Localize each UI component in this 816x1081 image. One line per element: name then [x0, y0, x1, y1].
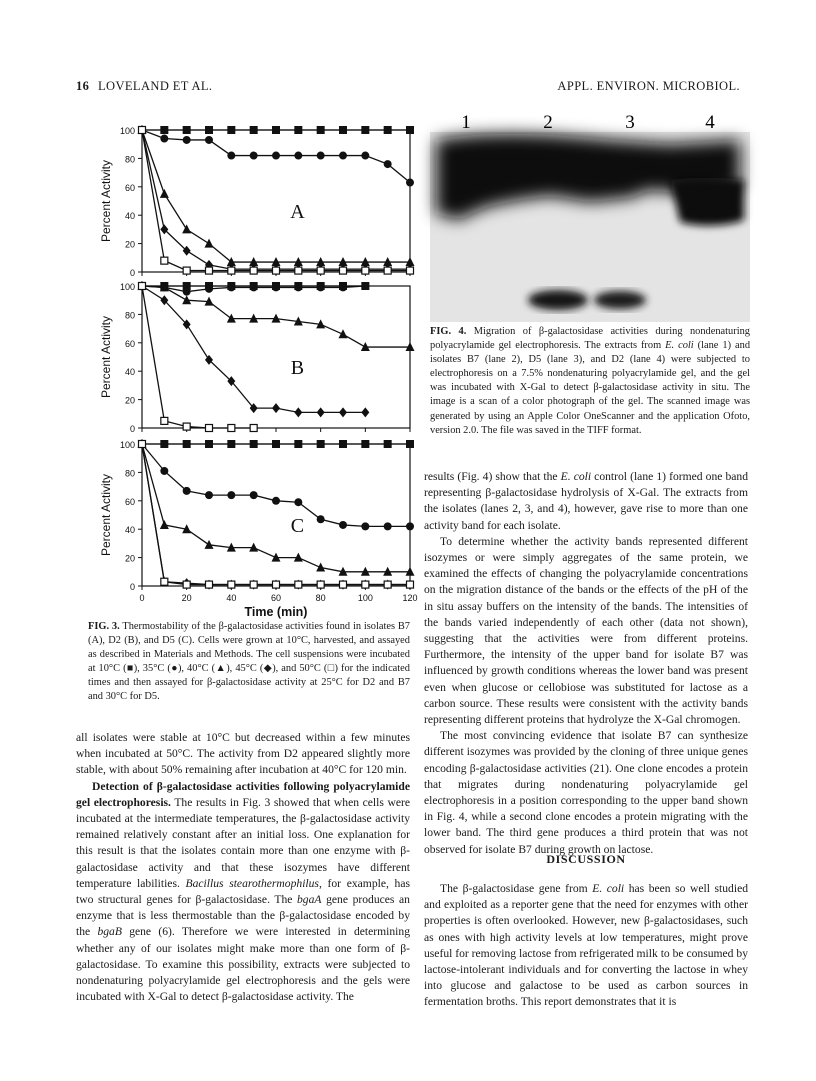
- data-point-square: [160, 440, 168, 448]
- text-run: results (Fig. 4) show that the: [424, 470, 561, 483]
- data-point-circle: [250, 152, 258, 160]
- data-point-circle: [384, 160, 392, 168]
- y-axis-label: Percent Activity: [99, 159, 113, 243]
- paragraph: The most convincing evidence that isolate B7 can synthesize different isozymes was provided by the cloning of three unique genes encoding β-galactosidase activities (21). One clone encodes a protein that migrates during nondenaturing polyacrylamide gel electrophoresis in a position corresponding to the upper band shown in Fig. 4, while a second clone encodes a protein migrating with the lower band. The third gene produces a third protein that was not observed for isolate B7 during growth on lactose.: [424, 729, 748, 856]
- data-point-triangle: [160, 520, 169, 529]
- paragraph: [424, 469, 748, 534]
- y-tick-label: 80: [124, 154, 135, 165]
- plot-frame: [142, 444, 410, 586]
- y-tick-label: 0: [129, 424, 135, 434]
- data-point-circle: [227, 152, 235, 160]
- data-point-diamond: [294, 407, 302, 417]
- series-line: [142, 444, 410, 526]
- data-point-square: [406, 440, 414, 448]
- right-column-text: [424, 469, 748, 858]
- panel-label: B: [290, 357, 305, 380]
- text-run: bgaA: [297, 893, 322, 907]
- x-tick-label: 40: [226, 593, 237, 603]
- data-point-circle: [339, 152, 347, 160]
- data-point-open-square: [362, 267, 369, 274]
- lane-label: 3: [625, 112, 635, 133]
- text-run: E. coli: [560, 470, 592, 483]
- data-point-open-square: [206, 267, 213, 274]
- data-point-square: [183, 126, 191, 134]
- x-axis-label: Time (min): [244, 605, 308, 619]
- data-point-circle: [317, 152, 325, 160]
- lane-label: 1: [461, 112, 471, 133]
- data-point-open-square: [183, 423, 190, 430]
- paragraph: [424, 881, 748, 1011]
- left-column-text: [76, 730, 410, 1005]
- text-run: , for example, has two structural genes for β-galactosidase. The: [76, 876, 411, 907]
- data-point-square: [294, 126, 302, 134]
- data-point-circle: [361, 522, 369, 530]
- lane-2-lower-band: [528, 290, 588, 310]
- data-point-open-square: [250, 267, 257, 274]
- gel-image: [430, 110, 750, 322]
- data-point-open-square: [362, 581, 369, 588]
- data-point-circle: [317, 515, 325, 523]
- data-point-circle: [294, 498, 302, 506]
- y-tick-label: 100: [119, 126, 135, 136]
- panel-label: C: [290, 515, 305, 538]
- data-point-triangle: [205, 540, 214, 549]
- x-tick-label: 80: [315, 593, 326, 603]
- data-point-circle: [272, 497, 280, 505]
- paragraph: all isolates were stable at 10°C but decreased within a few minutes when incubated at 50°C. The activity from D2 appeared slightly more stable, with about 50% remaining after incubation at 40°C for 120 min.: [76, 731, 410, 777]
- series-line: [142, 444, 410, 585]
- y-tick-label: 80: [124, 310, 135, 321]
- data-point-circle: [361, 282, 369, 290]
- x-tick-label: 60: [270, 593, 282, 603]
- text-run: Migration of β-galactosidase activities during nondenaturing polyacrylamide gel electrophoresis. The extracts from: [430, 326, 750, 352]
- text-run: E. coli: [592, 882, 625, 895]
- data-point-circle: [272, 152, 280, 160]
- data-point-circle: [317, 283, 325, 291]
- y-tick-label: 40: [124, 367, 135, 378]
- y-tick-label: 60: [124, 496, 135, 507]
- data-point-square: [250, 440, 258, 448]
- data-point-circle: [183, 487, 191, 495]
- data-point-open-square: [295, 581, 302, 588]
- data-point-circle: [183, 288, 191, 296]
- data-point-square: [361, 126, 369, 134]
- data-point-square: [339, 126, 347, 134]
- x-tick-label: 120: [402, 593, 418, 603]
- data-point-open-square: [139, 127, 146, 134]
- discussion-heading: DISCUSSION: [546, 852, 626, 866]
- data-point-open-square: [183, 267, 190, 274]
- x-tick-label: 20: [181, 593, 192, 603]
- text-run: (lane 1) and isolates B7 (lane 2), D5 (lane 3), and D2 (lane 4) were subjected to electrophoresis on a 7.5% nondenaturing polyacrylamide gel, and the gel was incubated with X-Gal to detect β-galactosidase activity in situ. The image is a scan of a color photograph of the gel. The scanned image was generated by using an Apple Color OneScanner and the application Ofoto, version 2.0. The file was saved in the TIFF format.: [430, 340, 751, 436]
- figure-3-caption: [88, 620, 410, 705]
- data-point-square: [205, 126, 213, 134]
- data-point-open-square: [161, 257, 168, 264]
- data-point-open-square: [206, 425, 213, 432]
- data-point-diamond: [272, 403, 280, 413]
- section-heading: Detection of β-galactosidase activities following polyacrylamide gel electrophoresis.: [76, 779, 410, 809]
- running-header: [76, 79, 740, 97]
- series-line: [142, 286, 365, 412]
- data-point-circle: [250, 491, 258, 499]
- figure-3-chart: [88, 118, 418, 619]
- series-line: [142, 130, 410, 262]
- data-point-open-square: [206, 581, 213, 588]
- plot-frame: [142, 130, 410, 272]
- data-point-open-square: [340, 267, 347, 274]
- y-tick-label: 20: [124, 239, 135, 250]
- data-point-circle: [339, 521, 347, 529]
- data-point-square: [361, 440, 369, 448]
- data-point-open-square: [183, 581, 190, 588]
- data-point-open-square: [384, 267, 391, 274]
- data-point-circle: [250, 283, 258, 291]
- data-point-open-square: [273, 267, 280, 274]
- data-point-square: [227, 126, 235, 134]
- y-tick-label: 20: [124, 553, 135, 564]
- data-point-open-square: [161, 417, 168, 424]
- data-point-open-square: [250, 581, 257, 588]
- text-run: The β-galactosidase gene from: [440, 882, 593, 895]
- lane-label: 2: [543, 112, 553, 133]
- data-point-open-square: [139, 441, 146, 448]
- data-point-circle: [384, 522, 392, 530]
- y-tick-label: 20: [124, 395, 135, 406]
- data-point-triangle: [339, 329, 348, 338]
- data-point-open-square: [340, 581, 347, 588]
- data-point-square: [294, 440, 302, 448]
- data-point-open-square: [228, 425, 235, 432]
- data-point-square: [317, 440, 325, 448]
- data-point-circle: [160, 135, 168, 143]
- lane-3-lower-band: [594, 291, 646, 309]
- data-point-open-square: [407, 267, 414, 274]
- caption-label: FIG. 3.: [88, 621, 120, 632]
- data-point-square: [227, 440, 235, 448]
- data-point-square: [317, 126, 325, 134]
- data-point-circle: [227, 491, 235, 499]
- data-point-diamond: [317, 407, 325, 417]
- text-run: The results in Fig. 3 showed that when cells were incubated at the intermediate temperatures, the β-galactosidase activity remained relatively constant after an initial loss. One explanation for this result is that the isolates contain more than one enzyme with β-galactosidase activity and that these isozymes have different temperature labilities.: [76, 795, 411, 890]
- paragraph: To determine whether the activity bands represented different isozymes or were simply aggregates of the same protein, we examined the effects of changing the polyacrylamide concentrations on the migration distance of the bands or the effects of the pH of the in situ assay buffers on the intensity of the bands. The intensities of the bands varied independently of each other (data not shown), suggesting that the activities were from different proteins. Furthermore, the intensity of the upper band for isolate B7 was influenced by growth conditions whereas the lower band was present even when glucose or cellobiose was substituted for lactose as a carbon source. These results were consistent with the activity bands representing different proteins that hydrolyze the X-Gal chromogen.: [424, 534, 748, 727]
- data-point-circle: [160, 467, 168, 475]
- data-point-open-square: [317, 581, 324, 588]
- data-point-open-square: [228, 581, 235, 588]
- data-point-open-square: [407, 581, 414, 588]
- panel-label: A: [290, 201, 305, 224]
- text-run: has been so well studied and exploited as a reporter gene that the need for enzymes with other properties is often overlooked. However, new β-galactosidases, such as ones with high activity levels at low temperatures, might prove useful for removing lactose from refrigerated milk to be consumed by lactose-intolerant individuals and for converting the lactose in whey into glucose and galactose to be used as carbon sources in fermentation broths. This report demonstrates that it is: [424, 882, 749, 1009]
- data-point-square: [205, 440, 213, 448]
- data-point-square: [160, 126, 168, 134]
- text-run: gene produces an enzyme that is less thermostable than the β-galactosidase encoded by the: [76, 893, 410, 939]
- series-line: [142, 130, 410, 271]
- data-point-circle: [205, 136, 213, 144]
- data-point-open-square: [273, 581, 280, 588]
- data-point-diamond: [361, 407, 369, 417]
- data-point-square: [384, 126, 392, 134]
- data-point-square: [183, 440, 191, 448]
- data-point-open-square: [139, 283, 146, 290]
- y-tick-label: 0: [129, 268, 135, 278]
- data-point-circle: [406, 179, 414, 187]
- series-line: [142, 444, 410, 585]
- data-point-square: [272, 126, 280, 134]
- y-tick-label: 40: [124, 211, 135, 222]
- data-point-open-square: [295, 267, 302, 274]
- y-tick-label: 40: [124, 525, 135, 536]
- data-point-circle: [205, 491, 213, 499]
- figure-3: [88, 118, 418, 619]
- data-point-circle: [205, 285, 213, 293]
- paragraph: [76, 779, 410, 1006]
- data-point-open-square: [161, 578, 168, 585]
- text-run: bgaB: [97, 925, 122, 939]
- text-run: control (lane 1) formed one band representing β-galactosidase hydrolysis of X-Gal. The extracts from the isolates (lanes 2, 3, and 4), however, gave rise to more than one activity band for each isolate.: [424, 470, 748, 532]
- data-point-triangle: [160, 189, 169, 198]
- data-point-open-square: [250, 425, 257, 432]
- data-point-square: [384, 440, 392, 448]
- data-point-circle: [406, 522, 414, 530]
- data-point-circle: [272, 283, 280, 291]
- figure-4-caption: [430, 325, 750, 438]
- y-axis-label: Percent Activity: [99, 473, 113, 557]
- data-point-square: [406, 126, 414, 134]
- data-point-open-square: [384, 581, 391, 588]
- data-point-circle: [227, 283, 235, 291]
- caption-text: Thermostability of the β-galactosidase activities found in isolates B7 (A), D2 (B), and D5 (C). Cells were grown at 10°C, harvested, and assayed as described in Materials and Methods. The cell suspensions were incubated at 10°C (■), 35°C (●), 40°C (▲), 45°C (◆), and 50°C (□) for the indicated times and then assayed for β-galactosidase activity at 25°C for D2 and B7 and 30°C for D5.: [88, 621, 410, 703]
- data-point-circle: [294, 283, 302, 291]
- series-line: [142, 286, 254, 428]
- text-run: E. coli: [665, 340, 694, 352]
- data-point-triangle: [182, 295, 191, 304]
- y-axis-label: Percent Activity: [99, 315, 113, 399]
- discussion-text: [424, 881, 748, 1011]
- data-point-circle: [339, 283, 347, 291]
- data-point-circle: [183, 136, 191, 144]
- caption-label: FIG. 4.: [430, 326, 467, 337]
- data-point-diamond: [339, 407, 347, 417]
- running-authors: LOVELAND ET AL.: [98, 79, 213, 93]
- text-run: Bacillus stearothermophilus: [185, 876, 319, 890]
- data-point-triangle: [182, 224, 191, 233]
- series-line: [142, 130, 410, 269]
- text-run: gene (6). Therefore we were interested in determining whether any of our isolates might make more than one form of β-galactosidase. To examine this possibility, extracts were subjected to nondenaturing polyacrylamide gel electrophoresis and the gels were incubated with X-Gal to detect β-galactosidase activity. The: [76, 925, 410, 1004]
- data-point-triangle: [316, 563, 325, 572]
- figure-4-gel: [430, 110, 750, 322]
- y-tick-label: 60: [124, 182, 135, 193]
- data-point-square: [250, 126, 258, 134]
- lane-4-band: [670, 178, 744, 226]
- x-tick-label: 100: [357, 593, 373, 603]
- y-tick-label: 80: [124, 468, 135, 479]
- lane-label: 4: [705, 112, 715, 133]
- y-tick-label: 0: [129, 582, 135, 592]
- journal-name: APPL. ENVIRON. MICROBIOL.: [557, 79, 740, 93]
- data-point-square: [339, 440, 347, 448]
- data-point-open-square: [317, 267, 324, 274]
- x-tick-label: 0: [139, 593, 145, 603]
- y-tick-label: 100: [119, 282, 135, 292]
- data-point-open-square: [228, 267, 235, 274]
- data-point-circle: [294, 152, 302, 160]
- y-tick-label: 100: [119, 440, 135, 450]
- data-point-triangle: [205, 239, 214, 248]
- data-point-square: [272, 440, 280, 448]
- y-tick-label: 60: [124, 338, 135, 349]
- data-point-circle: [361, 152, 369, 160]
- page-number: 16: [76, 79, 90, 93]
